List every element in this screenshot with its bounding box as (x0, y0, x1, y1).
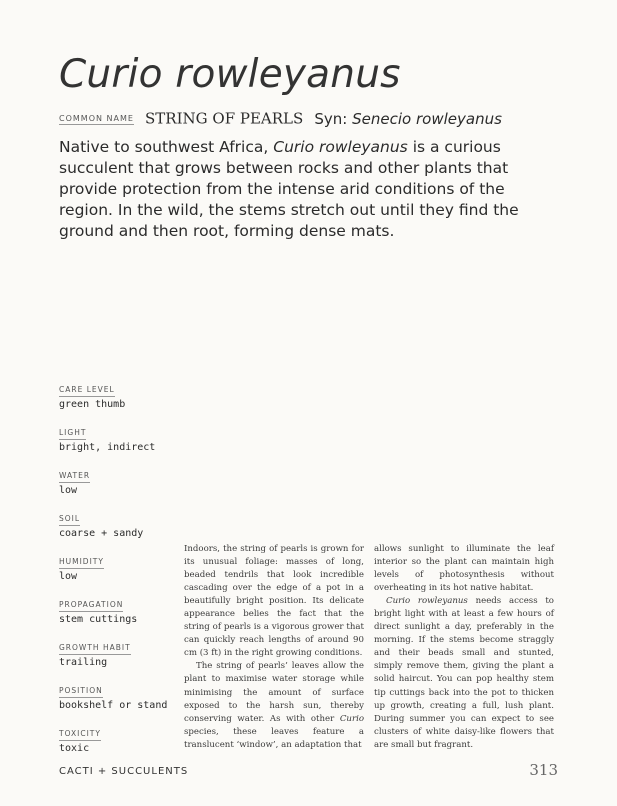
spec-label: WATER (59, 471, 90, 483)
body-paragraph-3 (374, 595, 554, 752)
section-footer: CACTI + SUCCULENTS (59, 766, 189, 777)
spec-position (59, 678, 179, 712)
spec-water (59, 463, 179, 497)
care-specs (59, 377, 179, 764)
spec-growth-habit (59, 635, 179, 669)
page-number: 313 (529, 761, 558, 779)
common-name-value: STRING OF PEARLS (145, 109, 304, 128)
spec-label: TOXICITY (59, 729, 101, 741)
body-paragraph-2 (184, 660, 364, 751)
body-p2-part1: The string of pearls’ leaves allow the plant to maximise water storage while minimising the amount of surface exposed to the harsh sun, thereby conserving water. As with other (184, 661, 364, 724)
body-p3-species: Curio rowleyanus (386, 596, 468, 607)
spec-value: low (59, 485, 78, 496)
spec-label: SOIL (59, 514, 80, 526)
spec-care-level (59, 377, 179, 411)
body-p3-text: needs access to bright light with at least a few hours of direct sunlight a day, preferably in the morning. If the stems become straggly and their beads small and stunted, simply remove them, giving the plant a solid haircut. You can pop healthy stem tip cuttings back into the pot to thicken up growth, creating a full, lush plant. During summer you can expect to see clusters of white daisy-like flowers that are small but fragrant. (374, 596, 554, 750)
spec-value: trailing (59, 657, 108, 668)
intro-part1: Native to southwest Africa, (59, 138, 274, 156)
spec-label: GROWTH HABIT (59, 643, 131, 655)
spec-label: PROPAGATION (59, 600, 123, 612)
body-p2-part2: species, these leaves feature a translucent ‘window’, an adaptation that (184, 726, 364, 750)
intro-species: Curio rowleyanus (273, 138, 408, 156)
spec-value: bright, indirect (59, 442, 156, 453)
spec-propagation (59, 592, 179, 626)
spec-label: HUMIDITY (59, 557, 104, 569)
spec-value: bookshelf or stand (59, 700, 168, 711)
spec-humidity (59, 549, 179, 583)
intro-part2: is a curious succulent that grows between rocks and other plants that provide protection from the intense arid conditions of the region. In the wild, the stems stretch out until they find the ground and then root, forming dense mats. (59, 138, 519, 240)
spec-value: coarse + sandy (59, 528, 144, 539)
spec-label: POSITION (59, 686, 103, 698)
spec-label: LIGHT (59, 428, 86, 440)
spec-light (59, 420, 179, 454)
spec-value: stem cuttings (59, 614, 138, 625)
body-column-2 (374, 543, 554, 752)
intro-paragraph (59, 137, 529, 242)
spec-value: toxic (59, 743, 90, 754)
synonym-name: Senecio rowleyanus (352, 109, 502, 128)
body-p2-genus: Curio (339, 713, 364, 724)
synonym-prefix: Syn: (314, 109, 348, 128)
body-column-1 (184, 543, 364, 752)
spec-label: CARE LEVEL (59, 385, 115, 397)
spec-value: low (59, 571, 78, 582)
spec-soil (59, 506, 179, 540)
spec-value: green thumb (59, 399, 126, 410)
page-title: Curio rowleyanus (59, 52, 401, 97)
body-paragraph-2-continued: allows sunlight to illuminate the leaf interior so the plant can maintain high levels of photosynthesis without overheating in its hot native habitat. (374, 544, 554, 594)
body-paragraph-1: Indoors, the string of pearls is grown for its unusual foliage: masses of long, beaded tendrils that look incredible cascading over the edge of a pot in a beautifully bright position. Its delicate appearance belies the fact that the string of pearls is a vigorous grower that can quickly reach lengths of around 90 cm (3 ft) in the right growing conditions. (184, 544, 364, 659)
synonym (314, 110, 502, 128)
common-name-label: COMMON NAME (59, 114, 134, 123)
spec-toxicity (59, 721, 179, 755)
common-name-row (59, 108, 502, 128)
